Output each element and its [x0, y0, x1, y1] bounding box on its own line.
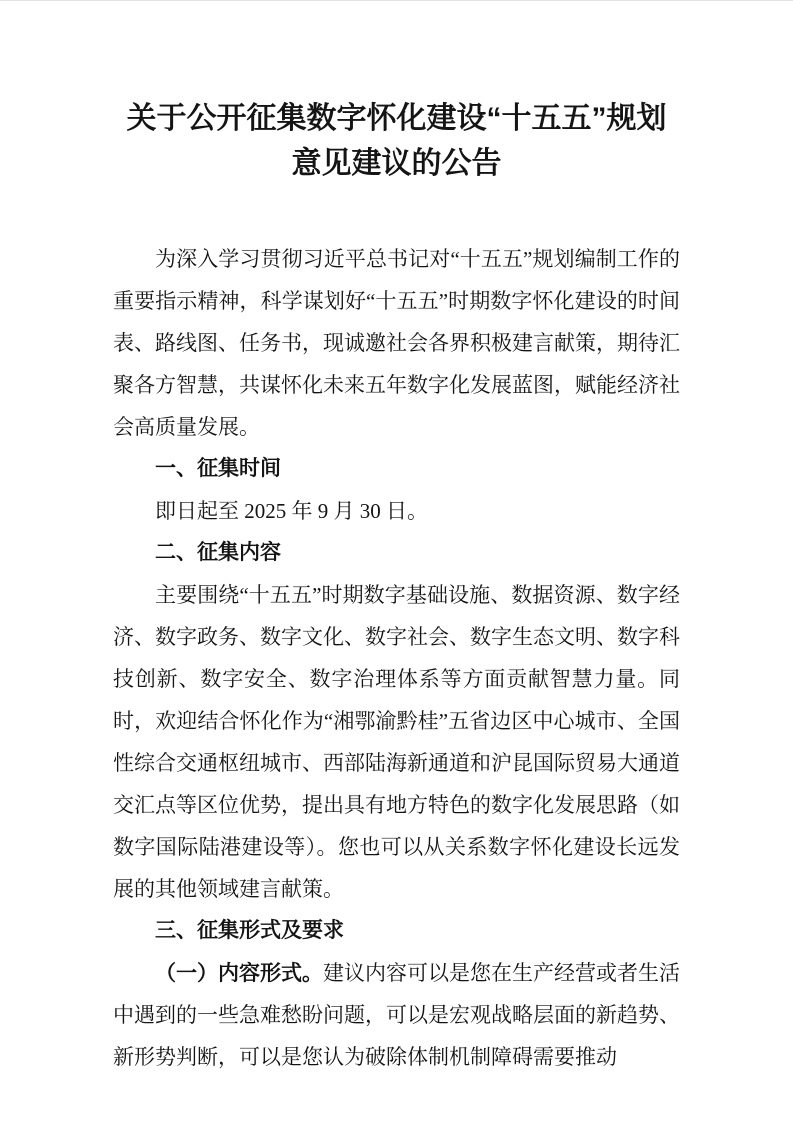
paragraph-collection-time: 即日起至 2025 年 9 月 30 日。	[155, 499, 428, 523]
paragraph-content-form-text: 建议内容可以是您在生产经营或者生活中遇到的一些急难愁盼问题，可以是宏观战略层面的新趋势、新形势判断，可以是您认为破除体制机制障碍需要推动	[113, 961, 680, 1069]
section-heading-collection-time: 一、征集时间	[155, 457, 281, 480]
paragraph-collection-content: 主要围绕“十五五”时期数字基础设施、数据资源、数字经济、数字政务、数字文化、数字社会、数字生态文明、数字科技创新、数字安全、数字治理体系等方面贡献智慧力量。同时，欢迎结合怀化作为“湘鄂渝黔桂”五省边区中心城市、全国性综合交通枢纽城市、西部陆海新通道和沪昆国际贸易大通道交汇点等区位优势，提出具有地方特色的数字化发展思路（如数字国际陆港建设等）。您也可以从关系数字怀化建设长远发展的其他领域建言献策。	[113, 583, 680, 901]
document-title-line2: 意见建议的公告	[291, 147, 502, 180]
document-title-line1: 关于公开征集数字怀化建设“十五五”规划	[126, 102, 667, 135]
section-heading-collection-content: 二、征集内容	[155, 541, 281, 564]
paragraph-content-form	[113, 952, 680, 1078]
section-heading-collection-form: 三、征集形式及要求	[155, 919, 344, 942]
document-title	[113, 96, 680, 186]
paragraph-intro: 为深入学习贯彻习近平总书记对“十五五”规划编制工作的重要指示精神，科学谋划好“十五五”时期数字怀化建设的时间表、路线图、任务书，现诚邀社会各界积极建言献策，期待汇聚各方智慧，共谋怀化未来五年数字化发展蓝图，赋能经济社会高质量发展。	[113, 247, 680, 439]
paragraph-content-form-lead: （一）内容形式。	[155, 961, 323, 985]
